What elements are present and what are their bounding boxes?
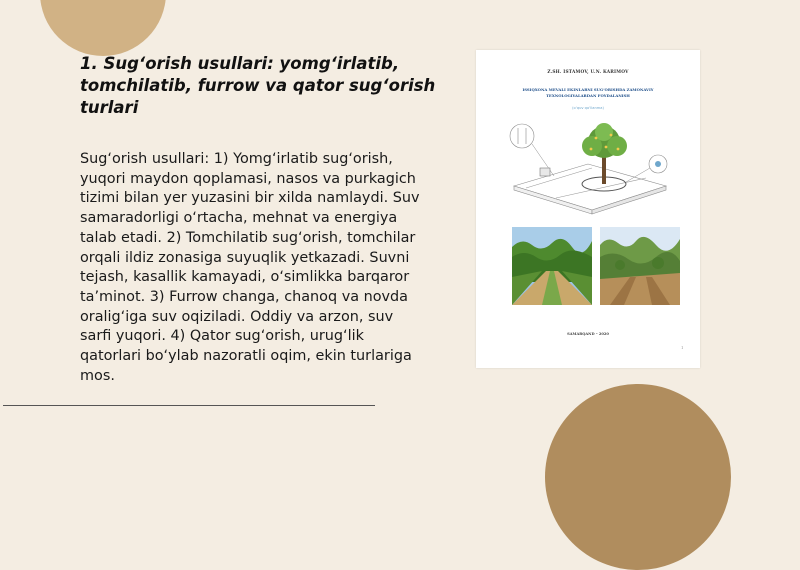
document-authors: Z.SH. ISTAMOV, U.N. KARIMOV [547, 70, 629, 75]
slide-title: 1. Sug‘orish usullari: yomg‘irlatib, tomchilatib, furrow va qator sug‘orish turlari [80, 54, 436, 117]
document-page-number: 1 [681, 345, 684, 350]
irrigation-diagram-illustration [496, 116, 680, 222]
divider-line [3, 405, 375, 406]
document-title: ISSIQXONA MEVALI EKINLARNI SUG‘ORISHDA ZAMONAVIY TEXNOLOGIYALARDAN FOYDALANISH [522, 87, 654, 98]
slide-body-text: Sug‘orish usullari: 1) Yomg‘irlatib sug‘orish, yuqori maydon qoplamasi, nasos va purkagich tizimi bilan yer yuzasini bir xilda namlaydi. Suv samaradorligi o‘rtacha, mehnat va energiya talab etadi. 2) Tomchilatib sug‘orish, tomchilar orqali ildiz zonasiga suyuqlik yetkazadi. Suvni tejash, kasallik kamayadi, o‘simlikka barqaror ta’minot. 3) Furrow changa, chanoq va novda oralig‘iga suv oqiziladi. Oddiy va arzon, suv sarfi yuqori. 4) Qator sug‘orish, urug‘lik qatorlari bo‘ylab nazoratli oqim, ekin turlariga mos. [80, 151, 420, 384]
document-cover-image [476, 50, 700, 368]
document-subtitle: (o‘quv qo‘llanma) [572, 106, 604, 110]
orchard-photo-left [512, 227, 592, 305]
document-footer: SAMARQAND – 2020 [567, 332, 609, 336]
decorative-circle-bottom [545, 384, 731, 570]
decorative-circle-top [40, 0, 166, 56]
orchard-photo-right [600, 227, 680, 305]
